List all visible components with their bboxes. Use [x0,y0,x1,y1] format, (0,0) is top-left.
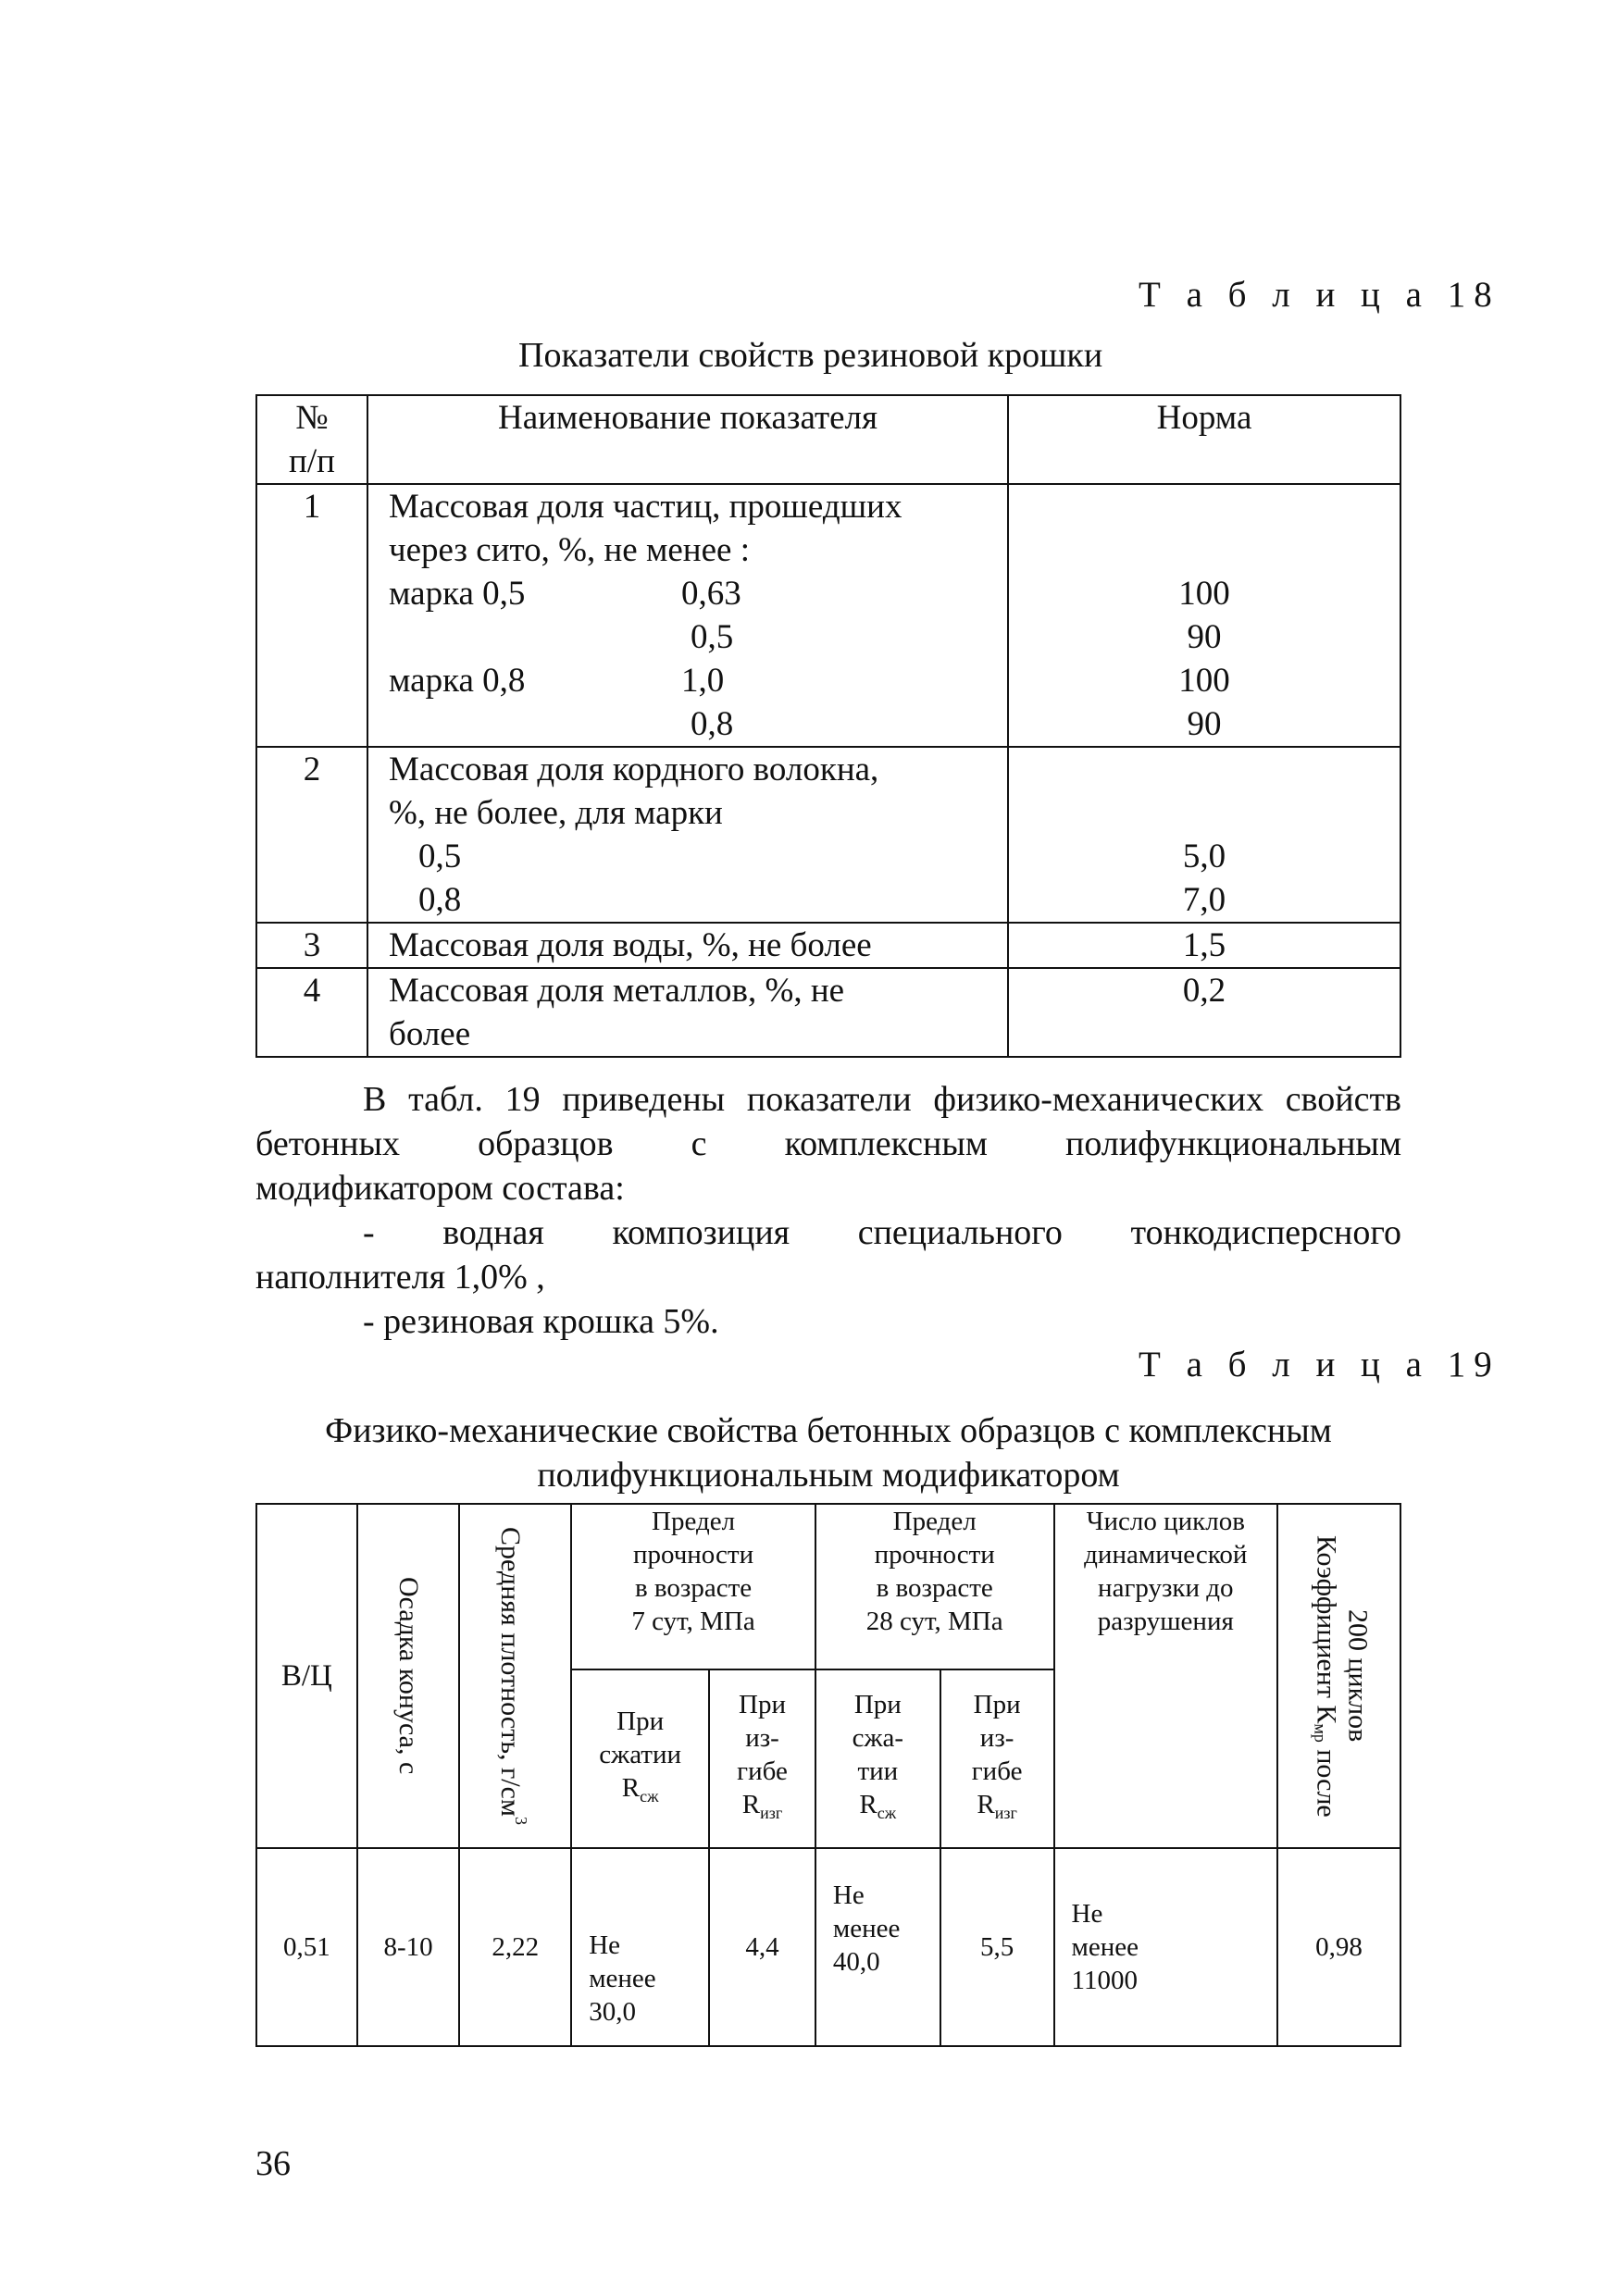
row1-norm4: 90 [1187,705,1222,743]
cell-cycles-l3: 11000 [1071,1966,1138,1995]
table19-title-line1: Физико-механические свойства бетонных образцов с комплексным [325,1411,1332,1450]
cell-slump: 8-10 [357,1848,460,2046]
row1-sub4 [389,702,1007,746]
h28-l2: прочности [874,1540,995,1570]
table-row [256,747,1400,923]
header-comp-28 [815,1669,940,1848]
header-coef-line1 [1305,1535,1342,1818]
c28-l1: При [853,1689,902,1719]
header-wc: В/Ц [256,1504,357,1848]
h28-l3: в возрасте [876,1573,993,1603]
cell-comp-7-l3: 30,0 [589,1997,636,2027]
b7-l2: из- [745,1722,779,1753]
cell-comp-7 [571,1848,709,2046]
intro-line3: модификатором состава: [255,1169,625,1208]
cell-comp-7-l1: Не [589,1930,621,1960]
row1-sieve3: 1,0 [681,662,725,700]
c28-r: $R_{сж}$ [859,1789,897,1822]
header-density-sup: 3 [511,1816,530,1825]
header-slump-label: Осадка конуса, с [393,1577,425,1775]
header-bend-28 [940,1669,1054,1848]
h7-l1: Предел [652,1507,736,1536]
cell-comp-28-l2: менее [832,1914,901,1943]
header-cycles [1054,1504,1278,1848]
header-strength-7 [571,1504,815,1669]
bullet1-line2: наполнителя 1,0% , [255,1258,545,1297]
header-coef-b: после [1311,1742,1342,1818]
table-row [256,923,1400,968]
header-strength-28 [815,1504,1054,1669]
row1-norm2: 90 [1187,618,1222,656]
cell-coef: 0,98 [1277,1848,1400,2046]
row1-sub2 [389,615,1007,659]
cell-density: 2,22 [459,1848,571,2046]
table19-title [255,1409,1401,1497]
c28-l2: сжа- [852,1722,904,1753]
cell-wc: 0,51 [256,1848,357,2046]
row2-g1: 0,5 [418,838,462,875]
h7-l4: 7 сут, МПа [631,1607,755,1636]
header-density-text: Средняя плотность, г/см [494,1527,526,1817]
header-name: Наименование показателя [367,395,1008,484]
hc-l2: динамической [1084,1540,1248,1570]
c7-r: $R_{сж}$ [621,1772,659,1806]
intro-paragraph [255,1077,1401,1344]
header-norm: Норма [1008,395,1400,484]
hc-l3: нагрузки до [1098,1573,1234,1603]
table19-title-line2: полифункциональным модификатором [537,1456,1120,1495]
header-coef-line2: 200 циклов [1342,1609,1374,1743]
c7-l2: сжатии [599,1739,682,1769]
table19 [255,1503,1401,2047]
b28-l1: При [973,1689,1021,1719]
bullet2: - резиновая крошка 5%. [363,1302,719,1341]
row1-sub3 [389,659,1007,702]
table18-title: Показатели свойств резиновой крошки [518,336,1103,375]
row2-n2: 7,0 [1182,881,1226,919]
b28-l2: из- [979,1722,1014,1753]
row1-num: 1 [256,484,367,747]
table-row [256,968,1400,1057]
row4-num: 4 [256,968,367,1057]
row3-norm: 1,5 [1008,923,1400,968]
row1-norm1: 100 [1178,575,1230,613]
header-bend-7 [709,1669,815,1848]
table18-caption: Т а б л и ц а 18 [1139,275,1500,315]
row2-name [367,747,1008,923]
b7-r: $R_{изг}$ [741,1789,783,1822]
table19-header-row1 [256,1504,1400,1669]
row4-norm: 0,2 [1008,968,1400,1057]
row4-name [367,968,1008,1057]
cell-comp-28-l1: Не [832,1880,865,1910]
c7-l1: При [616,1706,665,1736]
row4-line2: более [389,1015,471,1053]
hc-l1: Число циклов [1086,1507,1245,1536]
row2-g2: 0,8 [418,881,462,919]
row1-norm3: 100 [1178,662,1230,700]
header-density-label [494,1527,537,1825]
b7-l3: гибе [737,1756,788,1786]
b28-r: $R_{изг}$ [977,1789,1017,1822]
intro-line1: В табл. 19 приведены показатели физико-механических свойств [363,1080,1401,1119]
h28-l4: 28 сут, МПа [865,1607,1003,1636]
table-row [256,484,1400,747]
header-num-label-2: п/п [289,442,335,480]
table-row [256,1848,1400,2046]
header-comp-7 [571,1669,709,1848]
cell-comp-28 [815,1848,940,2046]
cell-cycles-l1: Не [1071,1899,1103,1929]
table19-caption: Т а б л и ц а 19 [1139,1345,1500,1384]
c28-l3: тии [857,1756,899,1786]
h7-l3: в возрасте [634,1573,753,1603]
row1-name [367,484,1008,747]
header-coef [1277,1504,1400,1848]
row1-sieve1: 0,63 [681,575,741,613]
cell-comp-7-l2: менее [589,1964,656,1993]
row3-name: Массовая доля воды, %, не более [367,923,1008,968]
table18-header-row [256,395,1400,484]
row1-grade2: марка 0,8 [389,662,526,700]
cell-comp-28-l3: 40,0 [832,1947,880,1977]
header-num [256,395,367,484]
row2-num: 2 [256,747,367,923]
row1-grade1: марка 0,5 [389,575,526,613]
row1-norm [1008,484,1400,747]
h28-l1: Предел [892,1507,977,1536]
header-density [459,1504,571,1848]
b28-l3: гибе [971,1756,1023,1786]
row1-sieve2: 0,5 [691,618,734,656]
b7-l1: При [739,1689,786,1719]
hc-l4: разрушения [1097,1607,1234,1636]
row1-line2: через сито, %, не менее : [389,531,750,569]
row1-sieve4: 0,8 [691,705,734,743]
header-coef-sub: мр [1311,1723,1330,1743]
row1-grade-empty-2 [389,702,681,746]
row1-grade-empty [389,615,681,659]
page-number: 36 [255,2144,291,2183]
header-coef-a: Коэффициент К [1311,1534,1342,1724]
table18 [255,394,1401,1058]
row2-line2: %, не более, для марки [389,794,723,832]
header-num-label: № [295,399,329,437]
row1-line1: Массовая доля частиц, прошедших [389,488,902,526]
bullet1-line1: - водная композиция специального тонкодисперсного [363,1213,1401,1252]
row4-line1: Массовая доля металлов, %, не [389,972,845,1010]
row3-num: 3 [256,923,367,968]
row2-norm [1008,747,1400,923]
intro-line2: бетонных образцов с комплексным полифункциональным [255,1124,1401,1163]
h7-l2: прочности [632,1540,754,1570]
row2-line1: Массовая доля кордного волокна, [389,751,879,788]
cell-cycles-l2: менее [1071,1932,1139,1962]
cell-bend-7: 4,4 [709,1848,815,2046]
cell-cycles [1054,1848,1278,2046]
row2-n1: 5,0 [1182,838,1226,875]
cell-bend-28: 5,5 [940,1848,1054,2046]
row1-sub1 [389,572,1007,615]
header-slump [357,1504,460,1848]
